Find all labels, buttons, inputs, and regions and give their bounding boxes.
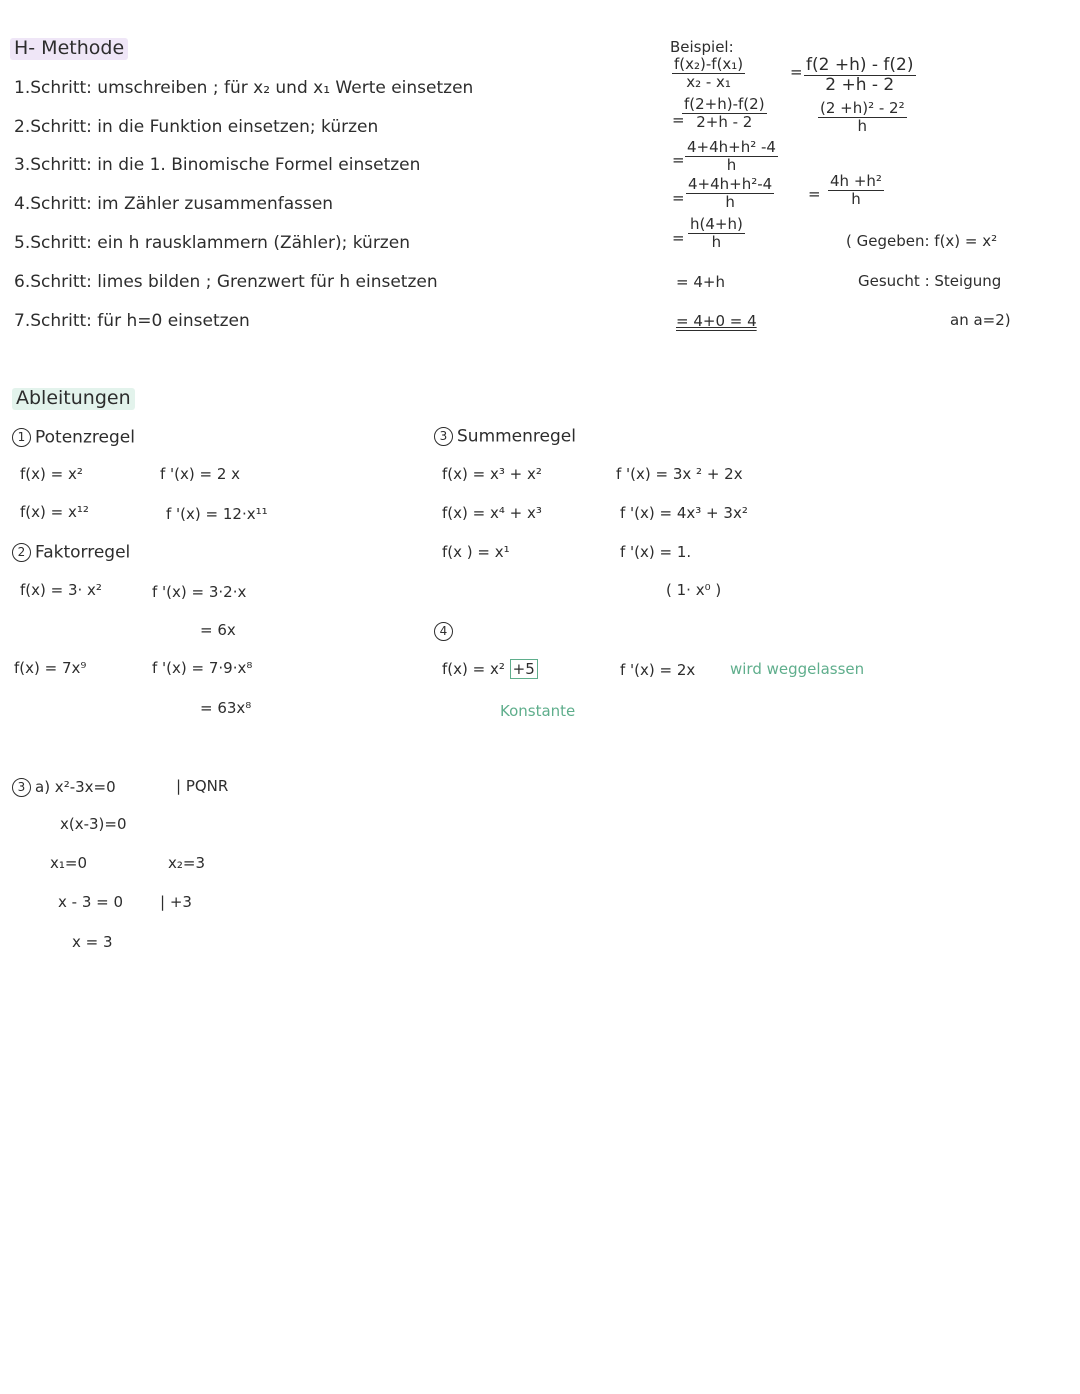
equals-sign: = xyxy=(672,189,685,207)
given-line: ( Gegeben: f(x) = x² xyxy=(846,232,998,250)
fraction-step-3-denominator: h xyxy=(726,155,737,174)
step-4: 4.Schritt: im Zähler zusammenfassen xyxy=(14,194,334,214)
fraction-step-4-denominator: h xyxy=(725,192,735,211)
faktor-derivative-1-result: = 6x xyxy=(200,621,236,639)
summen-derivative-1: f '(x) = 3x ² + 2x xyxy=(616,465,743,483)
fraction-step-2-numerator: (2 +h)² - 2² xyxy=(820,99,905,117)
beispiel-title: Beispiel: xyxy=(670,38,734,56)
faktor-derivative-2: f '(x) = 7·9·x⁸ xyxy=(152,659,253,677)
faktor-function-2: f(x) = 7x⁹ xyxy=(14,659,87,677)
step-5: 5.Schritt: ein h rausklammern (Zähler); kürzen xyxy=(14,233,410,253)
rule-number: 3 xyxy=(434,427,453,446)
substituted-numerator: f(2 +h) - f(2) xyxy=(806,55,914,75)
fraction-step-3-numerator: 4+4h+h² -4 xyxy=(687,138,776,156)
fraction-step-1-denominator: 2+h - 2 xyxy=(696,112,753,131)
konstante-derivative: f '(x) = 2x xyxy=(620,661,696,679)
pqnr-equation-2: x - 3 = 0 xyxy=(58,893,124,911)
pqnr-equation xyxy=(17,778,116,797)
pqnr-label: | PQNR xyxy=(176,777,229,795)
wanted-point: an a=2) xyxy=(950,311,1011,329)
faktor-derivative-2-result: = 63x⁸ xyxy=(200,699,252,717)
step-2: 2.Schritt: in die Funktion einsetzen; kürzen xyxy=(14,117,379,137)
faktorregel-title: Faktorregel xyxy=(35,542,131,563)
summen-function-1: f(x) = x³ + x² xyxy=(442,465,542,483)
potenzregel-title: Potenzregel xyxy=(35,427,135,448)
step-7: 7.Schritt: für h=0 einsetzen xyxy=(14,311,250,331)
diff-quotient-numerator: f(x₂)-f(x₁) xyxy=(674,55,744,73)
final-result: = 4+0 = 4 xyxy=(676,312,757,330)
summenregel-title: Summenregel xyxy=(457,426,576,447)
konstante-note: wird weggelassen xyxy=(730,660,865,678)
equals-sign: = xyxy=(672,151,685,169)
step-1: 1.Schritt: umschreiben ; für x₂ und x₁ Werte einsetzen xyxy=(14,78,474,98)
fraction-step-2-denominator: h xyxy=(857,116,868,135)
equals-sign: = xyxy=(790,63,803,81)
konstante-function xyxy=(442,661,538,678)
summen-note: ( 1· x⁰ ) xyxy=(666,581,722,599)
rule-number: 4 xyxy=(434,622,453,641)
diff-quotient-denominator: x₂ - x₁ xyxy=(686,72,731,91)
fraction-step-6-numerator: h(4+h) xyxy=(690,215,743,233)
wanted-line: Gesucht : Steigung xyxy=(858,272,1002,290)
pqnr-x1: x₁=0 xyxy=(50,854,88,872)
summen-derivative-2: f '(x) = 4x³ + 3x² xyxy=(620,504,748,522)
potenzregel-heading xyxy=(12,428,135,448)
substituted-fraction xyxy=(804,56,916,94)
fraction-step-5-numerator: 4h +h² xyxy=(830,172,882,190)
konstantenregel-heading xyxy=(434,622,457,642)
summen-function-3: f(x ) = x¹ xyxy=(442,543,510,561)
fraction-step-4 xyxy=(686,176,774,210)
equals-sign: = xyxy=(672,111,685,129)
equals-sign: = xyxy=(672,229,685,247)
substituted-denominator: 2 +h - 2 xyxy=(825,74,895,95)
step-6: 6.Schritt: limes bilden ; Grenzwert für h einsetzen xyxy=(14,272,438,292)
summenregel-heading xyxy=(434,427,576,447)
diff-quotient-fraction xyxy=(672,56,745,90)
fraction-step-1 xyxy=(682,96,767,130)
potenz-derivative-2: f '(x) = 12·x¹¹ xyxy=(166,505,268,523)
fraction-step-3 xyxy=(685,139,778,173)
potenz-function-1: f(x) = x² xyxy=(20,465,83,483)
rule-number: 2 xyxy=(12,543,31,562)
pqnr-equation-text: a) x²-3x=0 xyxy=(35,778,116,796)
ableitungen-title: Ableitungen xyxy=(12,388,135,410)
potenz-function-2: f(x) = x¹² xyxy=(20,503,89,521)
rule-number: 1 xyxy=(12,428,31,447)
fraction-step-6-denominator: h xyxy=(711,232,722,251)
pqnr-x2: x₂=3 xyxy=(168,854,206,872)
faktorregel-heading xyxy=(12,543,130,563)
step-3: 3.Schritt: in die 1. Binomische Formel einsetzen xyxy=(14,155,421,175)
fraction-step-4-numerator: 4+4h+h²-4 xyxy=(688,175,773,193)
task-number: 3 xyxy=(12,778,31,797)
fraction-step-1-numerator: f(2+h)-f(2) xyxy=(684,95,765,113)
result-line: = 4+h xyxy=(676,273,725,291)
fraction-step-5-denominator: h xyxy=(851,189,861,208)
summen-derivative-3: f '(x) = 1. xyxy=(620,543,692,561)
fraction-step-2 xyxy=(818,100,907,134)
konstante-label: Konstante xyxy=(500,702,576,720)
konstante-box: +5 xyxy=(510,659,538,679)
h-methode-title: H- Methode xyxy=(10,38,128,60)
summen-function-2: f(x) = x⁴ + x³ xyxy=(442,504,542,522)
faktor-function-1: f(x) = 3· x² xyxy=(20,581,102,599)
fraction-step-5 xyxy=(828,173,884,207)
potenz-derivative-1: f '(x) = 2 x xyxy=(160,465,241,483)
faktor-derivative-1: f '(x) = 3·2·x xyxy=(152,583,247,601)
pqnr-solution: x = 3 xyxy=(72,933,113,951)
pqnr-factored: x(x-3)=0 xyxy=(60,815,127,833)
pqnr-operation: | +3 xyxy=(160,893,192,911)
fraction-step-6 xyxy=(688,216,745,250)
equals-sign: = xyxy=(808,185,821,203)
konstante-function-main: f(x) = x² xyxy=(442,660,510,678)
